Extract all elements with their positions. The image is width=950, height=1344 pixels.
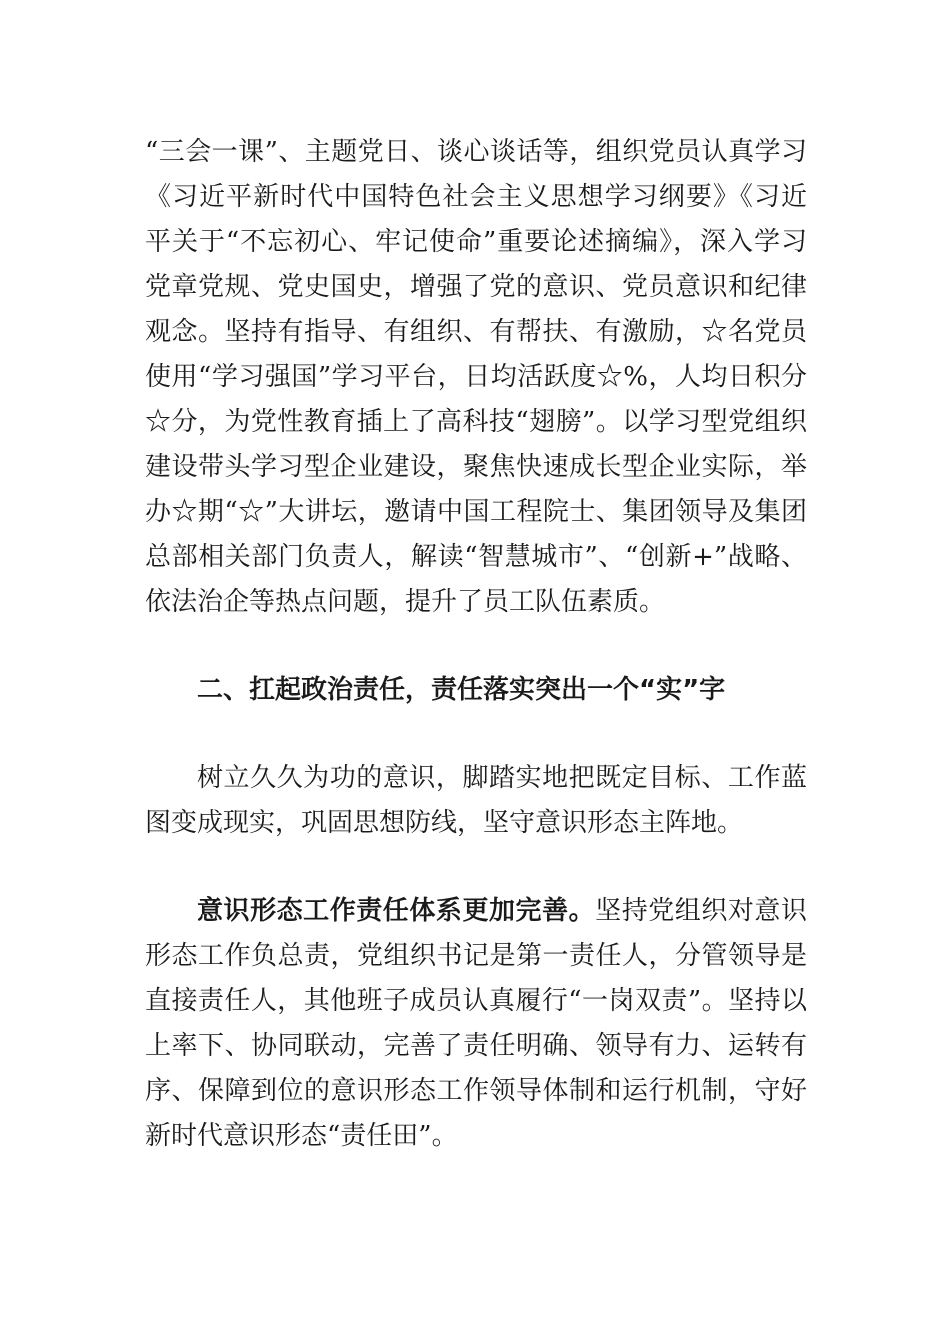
document-body xyxy=(145,130,807,1159)
paragraph-1: “三会一课”、主题党日、谈心谈话等，组织党员认真学习《习近平新时代中国特色社会主义思想学习纲要》《习近平关于“不忘初心、牢记使命”重要论述摘编》，深入学习党章党规、党史国史，增强了党的意识、党员意识和纪律观念。坚持有指导、有组织、有帮扶、有激励，☆名党员使用“学习强国”学习平台，日均活跃度☆%，人均日积分☆分，为党性教育插上了高科技“翅膀”。以学习型党组织建设带头学习型企业建设，聚焦快速成长型企业实际，举办☆期“☆”大讲坛，邀请中国工程院士、集团领导及集团总部相关部门负责人，解读“智慧城市”、“创新+”战略、依法治企等热点问题，提升了员工队伍素质。 xyxy=(145,137,807,617)
paragraph-3 xyxy=(145,889,807,1159)
paragraph-3-body: 坚持党组织对意识形态工作负总责，党组织书记是第一责任人，分管领导是直接责任人，其他班子成员认真履行“一岗双责”。坚持以上率下、协同联动，完善了责任明确、领导有力、运转有序、保障到位的意识形态工作领导体制和运行机制，守好新时代意识形态“责任田”。 xyxy=(145,896,807,1151)
section-heading: 二、扛起政治责任，责任落实突出一个“实”字 xyxy=(197,675,726,705)
paragraph-3-lead: 意识形态工作责任体系更加完善。 xyxy=(197,896,596,926)
paragraph-2: 树立久久为功的意识，脚踏实地把既定目标、工作蓝图变成现实，巩固思想防线，坚守意识形态主阵地。 xyxy=(145,763,807,838)
